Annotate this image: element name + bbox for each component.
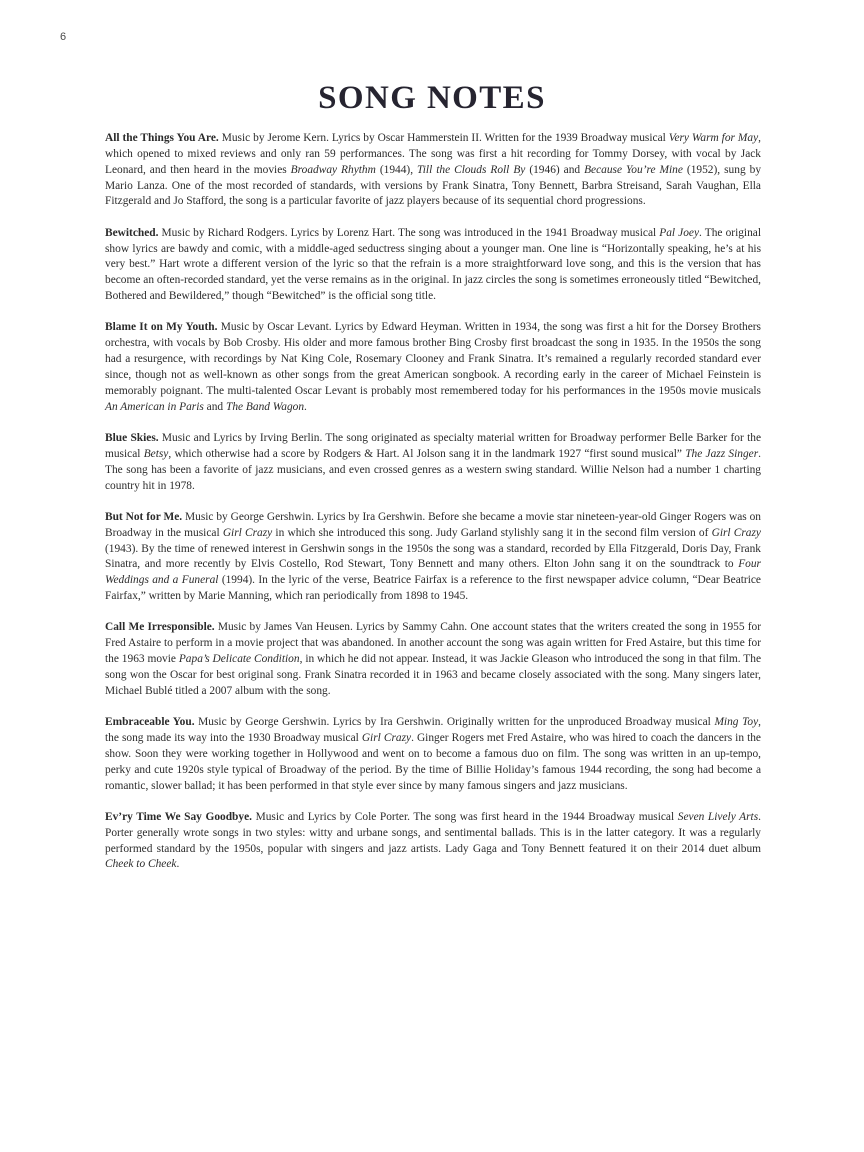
song-note-text: in which she introduced this song. Judy Garland stylishly sang it in the second film version of: [272, 526, 712, 539]
song-note-text: . The original show lyrics are bawdy and comic, with a middle-aged seductress singing about a younger man. One line is “Horizontally speaking, he’s at his very best.” Hart wrote a different version of the lyric so that the refrain is a more straightforward love song, and this is the version that has become an often-recorded standard, yet the verse remains as in the original. In jazz circles the song is sometimes erroneously titled “Bewitched, Bothered and Bewildered,” though “Bewitched” is the official song title.: [105, 226, 762, 303]
song-note-text: (1944),: [375, 163, 418, 176]
song-note-text: Music by Oscar Levant. Lyrics by Edward Heyman. Written in 1934, the song was first a hit for the Dorsey Brothers orchestra, with vocals by Bob Crosby. His older and more famous brother Bing Crosby first broadcast the song in 1935. In the 1950s the song had a resurgence, with recordings by Nat King Cole, Rosemary Clooney and Frank Sinatra. It’s remained a regularly recorded standard ever since, though not as well-known as other songs from the great American songbook. A recording early in the career of Michael Feinstein is memorably poignant. The multi-talented Oscar Levant is probably most remembered today for his performances in the 1950s movie musicals: [105, 321, 761, 397]
work-title: Cheek to Cheek: [105, 858, 177, 871]
song-note: [105, 715, 761, 794]
song-note-text: . The song has been a favorite of jazz musicians, and even crossed genres as a western swing standard. Willie Nelson had a number 1 charting country hit in 1978.: [105, 447, 762, 492]
work-title: Very Warm for May: [668, 132, 759, 144]
work-title: Seven Lively Arts: [677, 810, 759, 823]
work-title: Four Weddings and a Funeral: [105, 558, 761, 587]
song-note-text: Music by George Gershwin. Lyrics by Ira Gershwin. Before she became a movie star nineteen-year-old Ginger Rogers was on Broadway in the musical: [105, 510, 761, 539]
song-note-text: , which opened to mixed reviews and only ran 59 performances. The song was first a hit recording for Tommy Dorsey, with vocal by Jack Leonard, and then heard in the movies: [105, 132, 761, 176]
work-title: Girl Crazy: [222, 526, 273, 539]
song-note-title: Blue Skies.: [105, 432, 159, 444]
song-note-title: Bewitched.: [105, 226, 159, 239]
song-note-title: But Not for Me.: [105, 510, 183, 523]
song-note-text: . Porter generally wrote songs in two styles: witty and urbane songs, and sentimental ballads. This is in the latter category. It was a regularly performed standard by the 1950s, popular with singers and jazz artists. Lady Gaga and Tony Bennett featured it on their 2014 duet album: [105, 810, 761, 855]
song-note-text: Music and Lyrics by Irving Berlin. The song originated as specialty material written for Broadway performer Belle Barker for the musical: [105, 432, 761, 460]
song-note-title: Embraceable You.: [105, 716, 195, 729]
work-title: Pal Joey: [659, 226, 700, 239]
work-title: The Band Wagon: [225, 400, 305, 413]
song-note: [105, 810, 761, 873]
song-note: [105, 320, 761, 415]
work-title: Betsy: [143, 447, 169, 460]
work-title: Ming Toy: [714, 716, 759, 729]
song-note-text: (1946) and: [525, 163, 585, 176]
work-title: Girl Crazy: [361, 732, 412, 744]
song-note: [105, 510, 761, 605]
song-note-text: , the song made its way into the 1930 Broadway musical: [105, 716, 761, 744]
song-note-text: Music by George Gershwin. Lyrics by Ira Gershwin. Originally written for the unproduced Broadway musical: [194, 716, 715, 729]
song-note: [105, 431, 761, 494]
song-note-text: , in which he did not appear. Instead, it was Jackie Gleason who introduced the song in that film. The song won the Oscar for best original song. Frank Sinatra recorded it in 1963 and became closely associated with the song. Many singers later, Michael Bublé titled a 2007 album with the song.: [105, 653, 762, 697]
page-title: SONG NOTES: [318, 80, 546, 117]
song-note-text: Music by Richard Rodgers. Lyrics by Lorenz Hart. The song was introduced in the 1941 Broadway musical: [158, 226, 660, 239]
song-note-text: , which otherwise had a score by Rodgers & Hart. Al Jolson sang it in the landmark 1927 “first sound musical”: [168, 447, 686, 460]
song-note-title: All the Things You Are.: [105, 132, 219, 144]
song-note-text: Music by James Van Heusen. Lyrics by Sammy Cahn. One account states that the writers created the song in 1955 for Fred Astaire to perform in a movie project that was abandoned. In another account the song was again written for Fred Astaire, but this time for the 1963 movie: [105, 621, 761, 666]
song-note-text: Music by Jerome Kern. Lyrics by Oscar Hammerstein II. Written for the 1939 Broadway musical: [218, 132, 669, 144]
page-number: 6: [60, 31, 67, 43]
song-note-text: .: [304, 400, 307, 413]
work-title: Broadway Rhythm: [290, 163, 376, 176]
work-title: Papa’s Delicate Condition: [178, 653, 300, 666]
song-note-text: .: [176, 858, 180, 871]
song-note: [105, 131, 761, 210]
song-note-text: Music and Lyrics by Cole Porter. The song was first heard in the 1944 Broadway musical: [252, 810, 678, 823]
song-note-text: (1952), sung by Mario Lanza. One of the most recorded of standards, with versions by Frank Sinatra, Tony Bennett, Barbra Streisand, Sarah Vaughan, Ella Fitzgerald and Jo Stafford, the song is a particular favorite of jazz players because of its sequential chord progressions.: [105, 163, 762, 208]
work-title: Till the Clouds Roll By: [417, 163, 526, 176]
work-title: The Jazz Singer: [685, 447, 759, 460]
song-note-title: Call Me Irresponsible.: [105, 621, 215, 634]
song-note-text: and: [203, 400, 226, 413]
work-title: Because You’re Mine: [584, 163, 683, 176]
work-title: Girl Crazy: [711, 526, 761, 539]
song-notes-list: [105, 131, 761, 873]
song-note: [105, 620, 761, 699]
song-note-title: Blame It on My Youth.: [105, 321, 218, 334]
song-note-text: (1943). By the time of renewed interest in Gershwin songs in the 1950s the song was a standard, recorded by Ella Fitzgerald, Doris Day, Frank Sinatra, and more recently by Elvis Costello, Rod Stewart, Tony Bennett and many others. Elton John sang it on the soundtrack to: [105, 542, 761, 571]
song-note: [105, 226, 761, 305]
work-title: An American in Paris: [105, 400, 204, 413]
song-note-text: . Ginger Rogers met Fred Astaire, who was hired to coach the dancers in the show. Soon they were working together in Hollywood and went on to become a famous duo on film. The song was written in an up-tempo, perky and cute 1920s style typical of Broadway of the period. By the time of Billie Holiday’s famous 1944 recording, the song had become a romantic, slower ballad; it has been performed in that style ever since by many famous singers and jazz musicians.: [105, 732, 761, 792]
song-note-text: (1994). In the lyric of the verse, Beatrice Fairfax is a reference to the first newspaper advice column, “Dear Beatrice Fairfax,” written by Marie Manning, which ran periodically from 1898 to 1945.: [105, 574, 761, 603]
song-note-title: Ev’ry Time We Say Goodbye.: [105, 810, 252, 823]
